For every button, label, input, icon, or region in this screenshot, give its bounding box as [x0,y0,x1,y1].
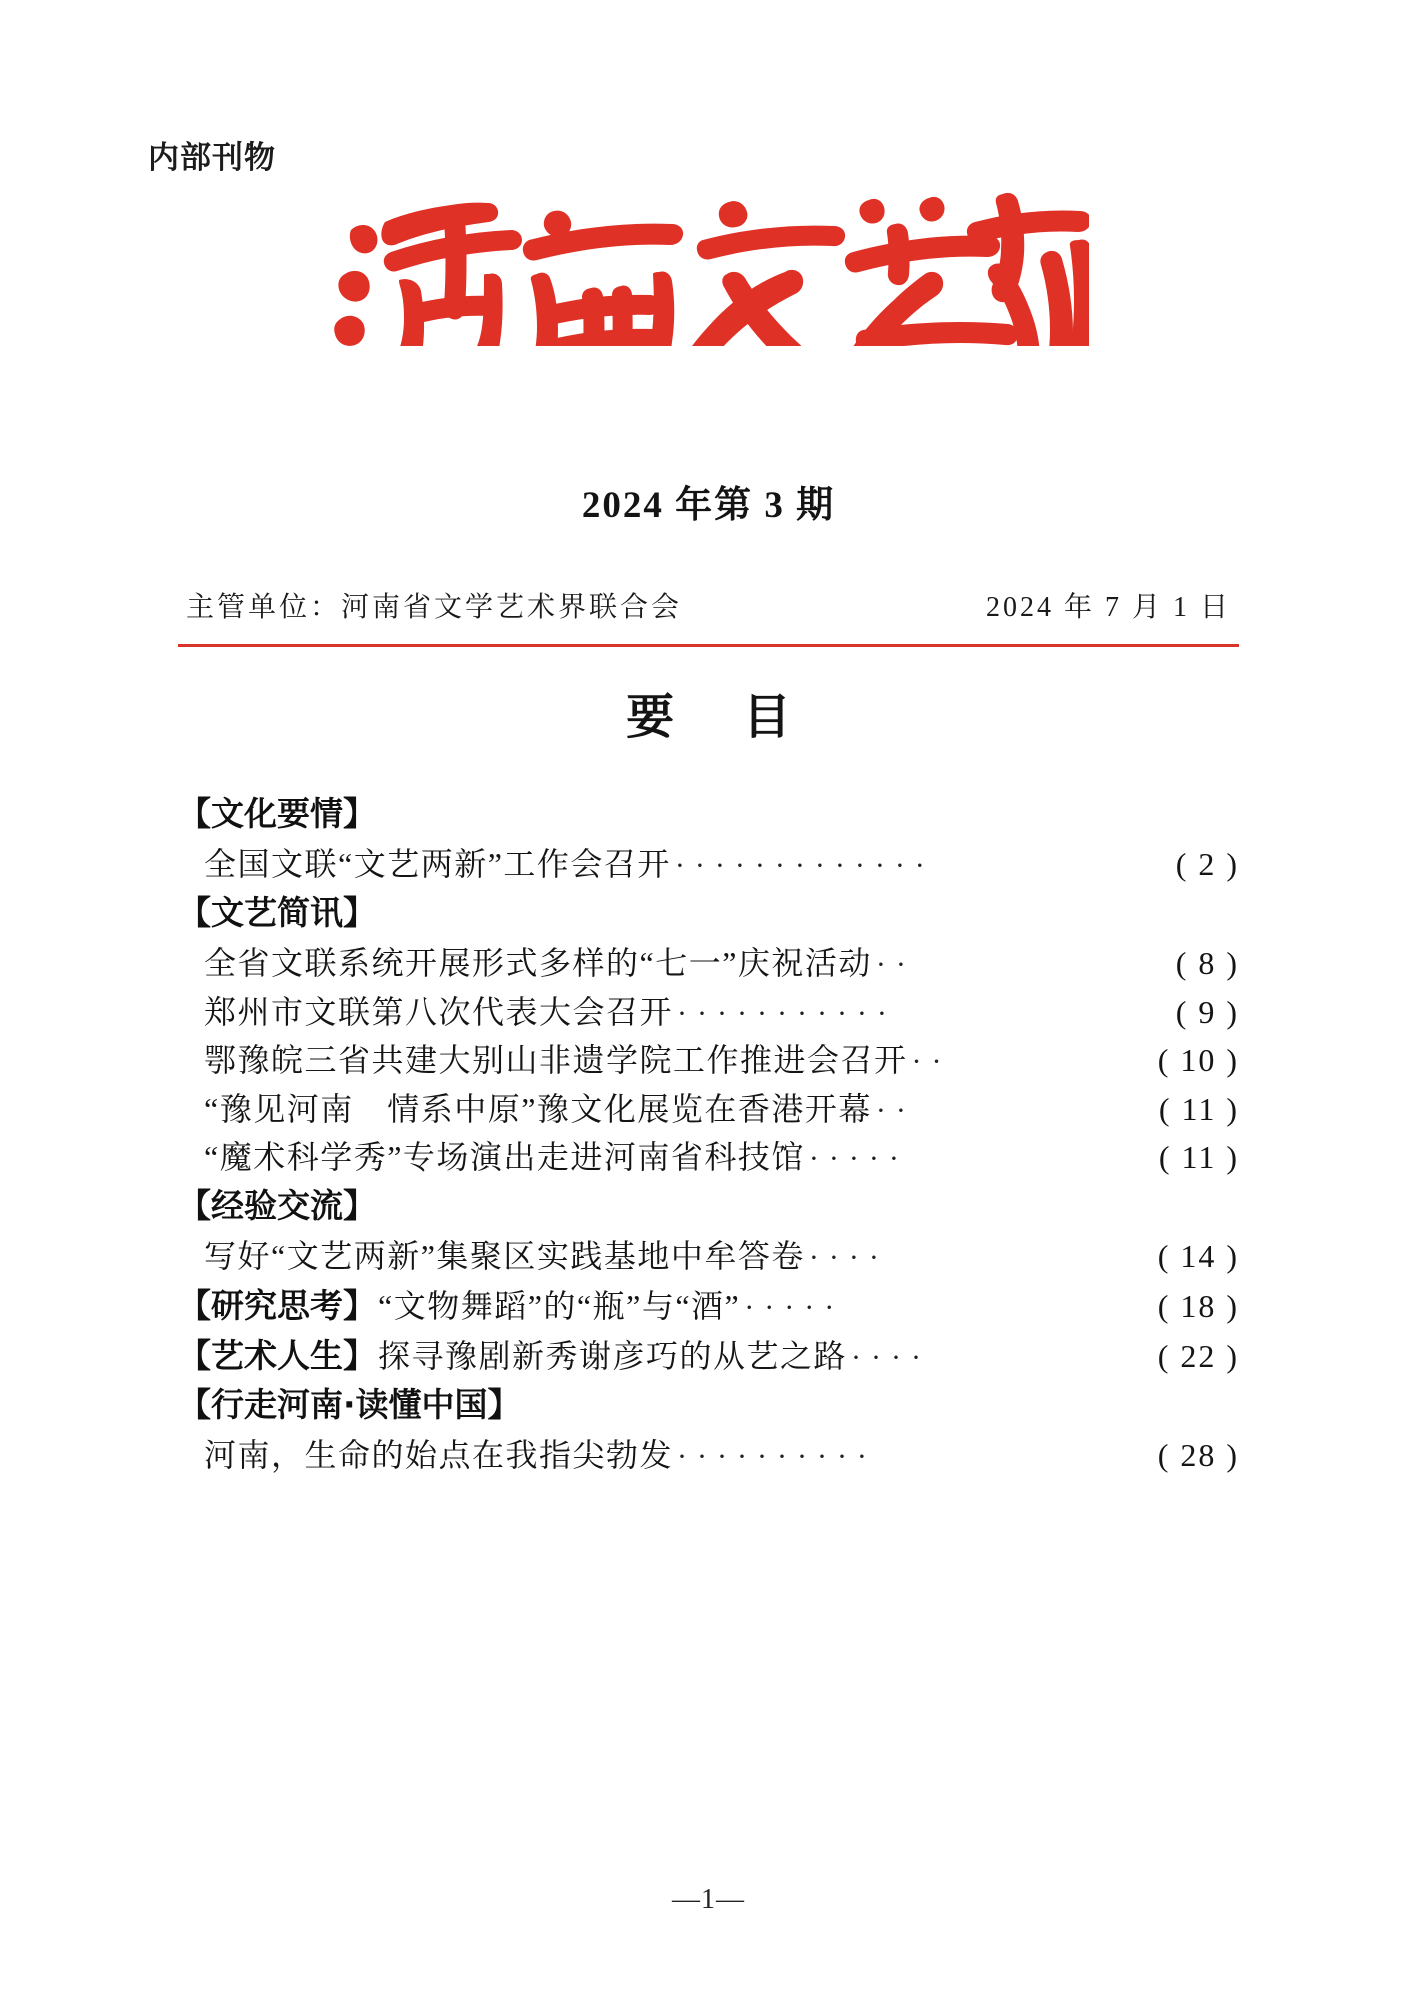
masthead-calligraphy-icon [329,178,1089,346]
toc-entry-page-number: ( 14 ) [1157,1238,1239,1275]
toc-entry-page-number: ( 8 ) [1175,944,1239,981]
toc-entry[interactable] [178,1281,1239,1331]
red-divider-rule [178,644,1239,647]
toc-entry-tag: 【研究思考】 [178,1285,376,1325]
toc-entry[interactable] [178,1331,1239,1381]
toc-entry-tag: 【艺术人生】 [178,1336,376,1376]
toc-entry[interactable] [178,939,1239,988]
toc-entry-page-number: ( 18 ) [1157,1287,1239,1324]
toc-entry-title: “豫见河南 情系中原”豫文化展览在香港开幕 [204,1090,872,1127]
toc-dot-leader: ····· [744,1290,845,1324]
toc-dot-leader: ·· [875,1093,916,1127]
toc-entry-page-number: ( 28 ) [1157,1437,1239,1474]
toc-entry[interactable] [178,1036,1239,1085]
toc-entry-title: 探寻豫剧新秀谢彦巧的从艺之路 [378,1338,848,1375]
toc-section-heading: 【经验交流】 [178,1186,376,1226]
toc-entry[interactable] [178,1232,1239,1281]
toc-entry-page-number: ( 11 ) [1158,1139,1239,1176]
toc-section-heading: 【行走河南·读懂中国】 [178,1385,521,1425]
toc-entry-title: 全省文联系统开展形式多样的“七一”庆祝活动 [204,944,872,981]
toc-dot-leader: ·········· [677,1440,877,1474]
toc-entry[interactable] [178,1085,1239,1134]
issue-number: 2024 年第 3 期 [581,485,836,526]
toc-entry-page-number: ( 2 ) [1175,846,1239,883]
toc-entry-title: 河南，生命的始点在我指尖勃发 [204,1437,674,1474]
toc-dot-leader: ·· [875,947,916,981]
toc-dot-leader: ··········· [677,996,897,1030]
toc-section-heading: 【文艺简讯】 [178,892,376,932]
toc-entry-title: “魔术科学秀”专场演出走进河南省科技馆 [204,1139,805,1176]
toc-entry-page-number: ( 22 ) [1157,1338,1239,1375]
toc-dot-leader: ···· [851,1341,931,1375]
internal-publication-label: 内部刊物 [148,140,276,176]
toc-entry[interactable] [178,1133,1239,1182]
supervisor-unit: 主管单位：河南省文学艺术界联合会 [186,592,683,623]
masthead-meta-row [186,585,1231,625]
toc-entry-page-number: ( 10 ) [1157,1042,1239,1079]
toc-section-heading: 【文化要情】 [178,794,376,833]
toc-entry-title: 郑州市文联第八次代表大会召开 [204,993,674,1030]
toc-entry-title: 鄂豫皖三省共建大别山非遗学院工作推进会召开 [204,1042,908,1079]
toc-dot-leader: ···· [808,1241,889,1275]
toc-entry-page-number: ( 11 ) [1158,1090,1239,1127]
toc-dot-leader: ············· [674,849,935,883]
toc-entry-title: 写好“文艺两新”集聚区实践基地中牟答卷 [204,1238,805,1275]
publish-date: 2024 年 7 月 1 日 [985,592,1231,623]
table-of-contents [178,790,1239,1480]
toc-entry-title: “文物舞蹈”的“瓶”与“酒” [378,1287,741,1324]
page-number-footer: —1— [672,1884,745,1915]
toc-entry[interactable] [178,1431,1239,1480]
toc-entry-page-number: ( 9 ) [1175,993,1239,1030]
toc-entry[interactable] [178,840,1239,889]
toc-dot-leader: ····· [808,1142,909,1176]
toc-entry-title: 全国文联“文艺两新”工作会召开 [204,846,671,883]
toc-dot-leader: ·· [911,1045,952,1079]
toc-heading: 要 目 [626,689,817,745]
toc-entry[interactable] [178,988,1239,1037]
masthead-logo [0,178,1417,353]
